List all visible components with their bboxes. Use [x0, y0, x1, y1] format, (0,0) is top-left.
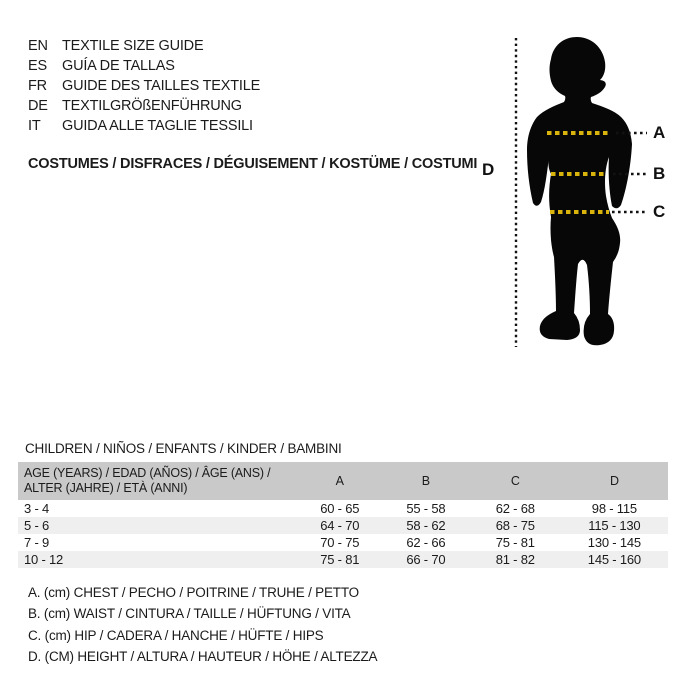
- age-header-line2: ALTER (JAHRE) / ETÀ (ANNI): [24, 481, 188, 495]
- language-text: TEXTILGRÖßENFÜHRUNG: [62, 98, 242, 114]
- waist-cell: 55 - 58: [406, 501, 446, 516]
- column-header-d: D: [561, 462, 668, 500]
- column-header-c: C: [470, 462, 561, 500]
- hip-cell: 62 - 68: [495, 501, 535, 516]
- language-text: TEXTILE SIZE GUIDE: [62, 38, 204, 54]
- table-row: [18, 500, 668, 517]
- child-silhouette: [527, 37, 632, 345]
- table-row: [18, 551, 668, 568]
- waist-measure-label: B: [653, 164, 666, 183]
- height-cell: 115 - 130: [561, 517, 668, 534]
- waist-cell: 66 - 70: [382, 551, 470, 568]
- age-cell: 10 - 12: [18, 551, 298, 568]
- hip-cell: 75 - 81: [495, 535, 535, 550]
- section-title-children: CHILDREN / NIÑOS / ENFANTS / KINDER / BAMBINI: [25, 441, 342, 456]
- waist-cell: 58 - 62: [382, 517, 470, 534]
- legend-height: D. (CM) HEIGHT / ALTURA / HAUTEUR / HÖHE / ALTEZZA: [28, 648, 378, 664]
- column-header-b: B: [382, 462, 470, 500]
- age-cell: 7 - 9: [24, 535, 50, 550]
- chest-cell: 64 - 70: [298, 517, 383, 534]
- language-text: GUIDE DES TAILLES TEXTILE: [62, 78, 261, 94]
- height-measure-label: D: [482, 160, 495, 179]
- language-code: EN: [28, 38, 48, 54]
- age-column-header: [18, 462, 298, 500]
- legend-waist: B. (cm) WAIST / CINTURA / TAILLE / HÜFTUNG / VITA: [28, 606, 351, 622]
- height-cell: 98 - 115: [591, 501, 637, 516]
- age-header-line1: AGE (YEARS) / EDAD (AÑOS) / ÂGE (ANS) /: [24, 466, 271, 480]
- table-row: [18, 534, 668, 551]
- size-table-header-row: [18, 462, 668, 500]
- language-code: FR: [28, 78, 47, 94]
- legend-chest: A. (cm) CHEST / PECHO / POITRINE / TRUHE / PETTO: [28, 585, 359, 600]
- language-text: GUIDA ALLE TAGLIE TESSILI: [62, 118, 253, 134]
- chest-measure-label: A: [653, 123, 666, 142]
- height-cell: 145 - 160: [561, 551, 668, 568]
- legend-hip: C. (cm) HIP / CADERA / HANCHE / HÜFTE / HIPS: [28, 627, 324, 643]
- age-cell: 3 - 4: [24, 501, 50, 516]
- category-title: COSTUMES / DISFRACES / DÉGUISEMENT / KOSTÜME / COSTUMI: [28, 156, 478, 172]
- hip-cell: 68 - 75: [470, 517, 561, 534]
- language-code: DE: [28, 98, 48, 114]
- chest-cell: 70 - 75: [320, 535, 360, 550]
- language-code: IT: [28, 118, 41, 134]
- height-cell: 130 - 145: [587, 535, 641, 550]
- child-silhouette-diagram: [470, 30, 685, 360]
- language-code: ES: [28, 58, 47, 74]
- table-row: [18, 517, 668, 534]
- chest-cell: 60 - 65: [320, 501, 360, 516]
- chest-cell: 75 - 81: [298, 551, 383, 568]
- column-header-a: A: [298, 462, 383, 500]
- age-cell: 5 - 6: [18, 517, 298, 534]
- waist-cell: 62 - 66: [406, 535, 446, 550]
- language-text: GUÍA DE TALLAS: [62, 58, 175, 74]
- hip-cell: 81 - 82: [470, 551, 561, 568]
- size-table: [18, 462, 668, 568]
- measurement-legend: [28, 582, 377, 667]
- hip-measure-label: C: [653, 202, 666, 221]
